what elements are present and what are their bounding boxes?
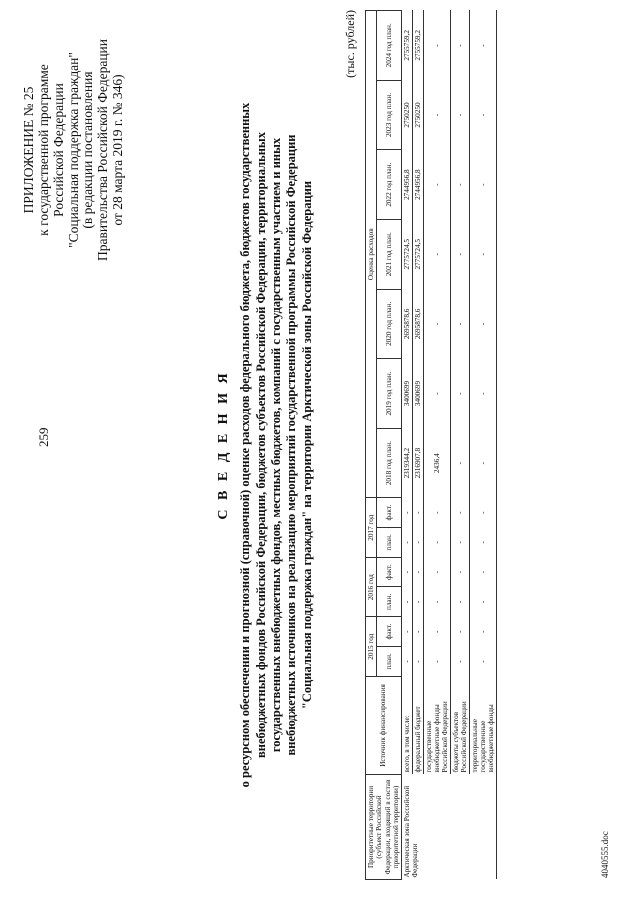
value-cell: 2775724,5 — [413, 219, 424, 289]
value-cell: - — [470, 359, 497, 429]
value-cell: - — [470, 219, 497, 289]
value-cell: - — [424, 289, 451, 359]
header-plan: план. — [377, 646, 402, 676]
header-plan: план. — [377, 587, 402, 617]
header-year-2018: 2018 год план. — [377, 428, 402, 498]
value-cell: 2755759,2 — [402, 11, 413, 81]
header-year-2015: 2015 год — [366, 617, 377, 677]
value-cell: - — [402, 617, 413, 646]
value-cell: - — [413, 527, 424, 557]
header-fact: факт. — [377, 617, 402, 646]
header-fact: факт. — [377, 557, 402, 586]
table-row — [451, 11, 470, 880]
heading-line: о ресурсном обеспечении и прогнозной (справочной) оценке расходов федерального бюджета, бюджетов государственных — [238, 102, 253, 788]
source-cell: государственные внебюджетные фонды Российской Федерации — [424, 677, 451, 775]
value-cell: - — [451, 646, 470, 676]
appendix-line: от 28 марта 2019 г. № 346) — [110, 74, 126, 226]
value-cell: - — [413, 557, 424, 586]
value-cell: - — [470, 11, 497, 81]
header-year-2020: 2020 год план. — [377, 289, 402, 359]
value-cell: 2316907,8 — [413, 428, 424, 498]
value-cell: - — [413, 646, 424, 676]
value-cell: 2319344,2 — [402, 428, 413, 498]
value-cell: - — [424, 527, 451, 557]
table-row — [424, 11, 451, 880]
value-cell: - — [451, 527, 470, 557]
value-cell: - — [424, 498, 451, 527]
value-cell: - — [470, 150, 497, 220]
heading-line: внебюджетных фондов Российской Федерации, бюджетов субъектов Российской Федерации, территориальных — [253, 132, 268, 758]
value-cell: 2750250 — [402, 80, 413, 150]
header-year-2021: 2021 год план. — [377, 219, 402, 289]
heading-title: С В Е Д Е Н И Я — [216, 370, 231, 520]
value-cell: - — [424, 557, 451, 586]
header-year-2023: 2023 год план. — [377, 80, 402, 150]
value-cell: - — [424, 359, 451, 429]
value-cell: 2695878,6 — [402, 289, 413, 359]
source-cell: федеральный бюджет — [413, 677, 424, 775]
value-cell: - — [451, 428, 470, 498]
appendix-line: ПРИЛОЖЕНИЕ № 25 — [21, 86, 36, 214]
value-cell: - — [451, 557, 470, 586]
heading-line: внебюджетных источников на реализацию мероприятий государственной программы Российской Федерации — [284, 134, 299, 756]
page-number: 259 — [36, 427, 51, 447]
value-cell: - — [424, 646, 451, 676]
source-cell: всего, в том числе: — [402, 677, 413, 775]
value-cell: - — [470, 498, 497, 527]
value-cell: - — [470, 289, 497, 359]
header-source: Источник финансирования — [366, 677, 402, 775]
value-cell: - — [402, 557, 413, 586]
value-cell: - — [402, 646, 413, 676]
territory-cell: Арктическая зона Российской Федерации — [402, 775, 497, 880]
value-cell: - — [424, 11, 451, 81]
value-cell: - — [402, 527, 413, 557]
value-cell: - — [424, 80, 451, 150]
appendix-line: Российской Федерации — [50, 83, 66, 217]
value-cell: - — [470, 646, 497, 676]
header-territory: Приоритетные территории (субъект Российской Федерации, входящий в состав приоритетной территории) — [366, 775, 402, 880]
value-cell: - — [424, 617, 451, 646]
source-cell: территориальные государственные внебюджетные фонды — [470, 677, 497, 775]
footer-filename: 4040555.doc — [600, 831, 610, 878]
value-cell: - — [451, 587, 470, 617]
value-cell: - — [470, 557, 497, 586]
value-cell: - — [451, 11, 470, 81]
value-cell: 2755759,2 — [413, 11, 424, 81]
value-cell: - — [413, 498, 424, 527]
header-estimate: Оценка расходов — [366, 11, 377, 498]
value-cell: - — [470, 428, 497, 498]
value-cell: - — [413, 617, 424, 646]
header-year-2016: 2016 год — [366, 557, 377, 617]
value-cell: 3400699 — [413, 359, 424, 429]
header-year-2019: 2019 год план. — [377, 359, 402, 429]
header-plan: план. — [377, 527, 402, 557]
value-cell: - — [451, 359, 470, 429]
value-cell: - — [451, 289, 470, 359]
value-cell: - — [451, 150, 470, 220]
appendix-line: к государственной программе — [35, 64, 51, 236]
header-year-2017: 2017 год — [366, 498, 377, 558]
appendix-block — [22, 20, 126, 280]
value-cell: - — [451, 498, 470, 527]
value-cell: - — [424, 587, 451, 617]
heading-line: государственных внебюджетных фондов, местных бюджетов, компаний с государственным участием и иных — [268, 137, 283, 753]
source-cell: бюджеты субъектов Российской Федерации — [451, 677, 470, 775]
document-heading — [215, 10, 315, 880]
value-cell: 2436,4 — [424, 428, 451, 498]
appendix-line: Правительства Российской Федерации — [95, 39, 111, 261]
value-cell: - — [470, 80, 497, 150]
value-cell: - — [424, 150, 451, 220]
appendix-line: "Социальная поддержка граждан" — [65, 52, 81, 248]
value-cell: 2744956,8 — [402, 150, 413, 220]
header-year-2024: 2024 год план. — [377, 11, 402, 81]
value-cell: 2695878,6 — [413, 289, 424, 359]
value-cell: 2744956,8 — [413, 150, 424, 220]
rotated-page-content — [10, 10, 600, 880]
value-cell: - — [470, 617, 497, 646]
table-row — [470, 11, 497, 880]
value-cell: - — [424, 219, 451, 289]
value-cell: - — [402, 587, 413, 617]
value-cell: - — [470, 587, 497, 617]
table-row — [413, 11, 424, 880]
value-cell: - — [413, 587, 424, 617]
value-cell: 3400699 — [402, 359, 413, 429]
financing-table — [365, 10, 497, 880]
value-cell: - — [451, 80, 470, 150]
value-cell: - — [402, 498, 413, 527]
header-year-2022: 2022 год план. — [377, 150, 402, 220]
header-fact: факт. — [377, 498, 402, 527]
table-row — [402, 11, 413, 880]
heading-line: "Социальная поддержка граждан" на территории Арктической зоны Российской Федерации — [299, 180, 314, 710]
value-cell: 2775724,5 — [402, 219, 413, 289]
value-cell: 2750250 — [413, 80, 424, 150]
appendix-line: (в редакции постановления — [80, 71, 96, 229]
unit-label: (тыс. рублей) — [343, 10, 357, 78]
value-cell: - — [470, 527, 497, 557]
value-cell: - — [451, 219, 470, 289]
value-cell: - — [451, 617, 470, 646]
